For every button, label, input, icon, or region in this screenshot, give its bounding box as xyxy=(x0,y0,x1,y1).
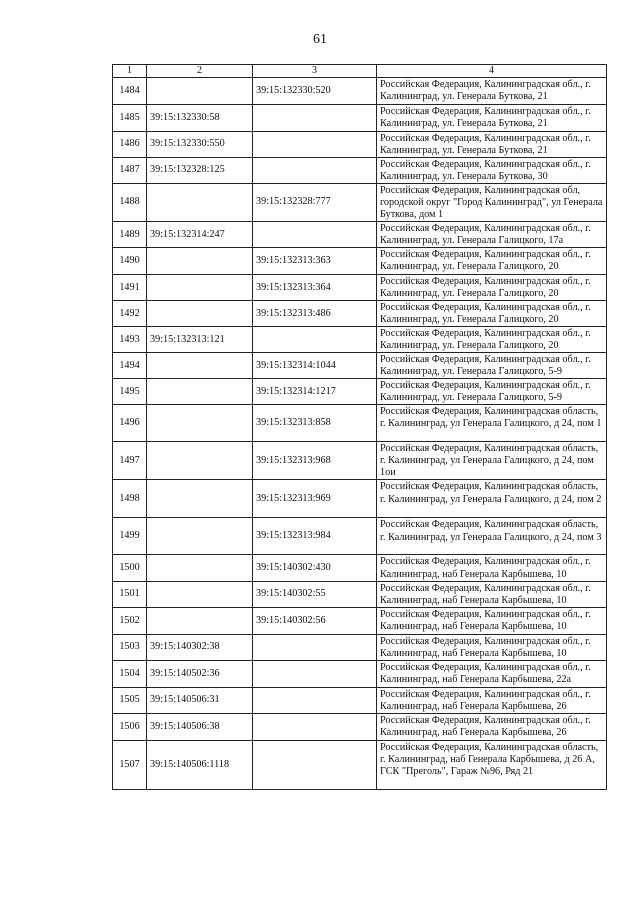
cadastral-number-col3 xyxy=(253,634,377,660)
table-row xyxy=(113,634,607,660)
address: Российская Федерация, Калининградская обл., г. Калининград, ул. Генерала Буткова, 21 xyxy=(377,77,607,104)
cadastral-number-col3 xyxy=(253,687,377,713)
registry-table xyxy=(112,64,607,790)
cadastral-number-col3: 39:15:132328:777 xyxy=(253,183,377,221)
address: Российская Федерация, Калининградская обл., г. Калининград, ул. Генерала Буткова, 30 xyxy=(377,157,607,183)
address: Российская Федерация, Калининградская обл., г. Калининград, ул. Генерала Галицкого, 20 xyxy=(377,275,607,301)
cadastral-number-col2 xyxy=(147,555,253,581)
cadastral-number-col3: 39:15:132314:1044 xyxy=(253,353,377,379)
row-number: 1504 xyxy=(113,660,147,687)
address: Российская Федерация, Калининградская обл., г. Калининград, наб Генерала Карбышева, 10 xyxy=(377,581,607,607)
table-header-row xyxy=(113,65,607,78)
cadastral-number-col3 xyxy=(253,713,377,740)
address: Российская Федерация, Калининградская обл., г. Калининград, ул. Генерала Галицкого, 20 xyxy=(377,248,607,275)
cadastral-number-col2 xyxy=(147,518,253,555)
cadastral-number-col2 xyxy=(147,379,253,405)
row-number: 1491 xyxy=(113,275,147,301)
cadastral-number-col3 xyxy=(253,157,377,183)
address: Российская Федерация, Калининградская обл., г. Калининград, ул. Генерала Буткова, 21 xyxy=(377,104,607,131)
cadastral-number-col2 xyxy=(147,248,253,275)
cadastral-number-col3: 39:15:140302:56 xyxy=(253,607,377,634)
page-number: 61 xyxy=(313,32,327,47)
address: Российская Федерация, Калининградская обл., г. Калининград, ул. Генерала Галицкого, 20 xyxy=(377,301,607,327)
row-number: 1487 xyxy=(113,157,147,183)
cadastral-number-col2 xyxy=(147,183,253,221)
row-number: 1492 xyxy=(113,301,147,327)
row-number: 1494 xyxy=(113,353,147,379)
table-row xyxy=(113,607,607,634)
cadastral-number-col2: 39:15:132328:125 xyxy=(147,157,253,183)
table-row xyxy=(113,581,607,607)
cadastral-number-col3: 39:15:140302:430 xyxy=(253,555,377,581)
cadastral-number-col3 xyxy=(253,131,377,157)
cadastral-number-col2: 39:15:132330:58 xyxy=(147,104,253,131)
address: Российская Федерация, Калининградская обл., г. Калининград, наб Генерала Карбышева, 10 xyxy=(377,634,607,660)
cadastral-number-col2: 39:15:132330:550 xyxy=(147,131,253,157)
table-row xyxy=(113,353,607,379)
address: Российская Федерация, Калининградская обл, городской округ "Город Калининград", ул Генерала Буткова, дом 1 xyxy=(377,183,607,221)
table-row xyxy=(113,222,607,248)
cadastral-number-col2: 39:15:140502:36 xyxy=(147,660,253,687)
column-header-1: 1 xyxy=(113,65,147,78)
address: Российская Федерация, Калининградская область, г. Калининград, ул Генерала Галицкого, д 24, пом 1ои xyxy=(377,442,607,480)
row-number: 1501 xyxy=(113,581,147,607)
address: Российская Федерация, Калининградская область, г. Калининград, ул Генерала Галицкого, д 24, пом 2 xyxy=(377,480,607,518)
cadastral-number-col2: 39:15:140506:38 xyxy=(147,713,253,740)
row-number: 1506 xyxy=(113,713,147,740)
table-row xyxy=(113,480,607,518)
row-number: 1503 xyxy=(113,634,147,660)
cadastral-number-col3 xyxy=(253,660,377,687)
cadastral-number-col3 xyxy=(253,104,377,131)
table-row xyxy=(113,660,607,687)
row-number: 1499 xyxy=(113,518,147,555)
table-row xyxy=(113,405,607,442)
address: Российская Федерация, Калининградская обл., г. Калининград, ул. Генерала Галицкого, 5-9 xyxy=(377,353,607,379)
address: Российская Федерация, Калининградская обл., г. Калининград, ул. Генерала Галицкого, 20 xyxy=(377,327,607,353)
row-number: 1490 xyxy=(113,248,147,275)
address: Российская Федерация, Калининградская область, г. Калининград, ул Генерала Галицкого, д 24, пом 1 xyxy=(377,405,607,442)
cadastral-number-col3 xyxy=(253,222,377,248)
column-header-2: 2 xyxy=(147,65,253,78)
cadastral-number-col2: 39:15:132313:121 xyxy=(147,327,253,353)
cadastral-number-col3: 39:15:132330:520 xyxy=(253,77,377,104)
address: Российская Федерация, Калининградская обл., г. Калининград, наб Генерала Карбышева, 10 xyxy=(377,607,607,634)
table-row xyxy=(113,555,607,581)
address: Российская Федерация, Калининградская обл., г. Калининград, наб Генерала Карбышева, 26 xyxy=(377,713,607,740)
row-number: 1489 xyxy=(113,222,147,248)
table-row xyxy=(113,713,607,740)
table-row xyxy=(113,77,607,104)
table-row xyxy=(113,248,607,275)
row-number: 1486 xyxy=(113,131,147,157)
row-number: 1493 xyxy=(113,327,147,353)
row-number: 1500 xyxy=(113,555,147,581)
address: Российская Федерация, Калининградская обл., г. Калининград, ул. Генерала Галицкого, 17а xyxy=(377,222,607,248)
row-number: 1505 xyxy=(113,687,147,713)
address: Российская Федерация, Калининградская обл., г. Калининград, наб Генерала Карбышева, 26 xyxy=(377,687,607,713)
cadastral-number-col3: 39:15:132313:363 xyxy=(253,248,377,275)
table-row xyxy=(113,442,607,480)
cadastral-number-col3: 39:15:132313:486 xyxy=(253,301,377,327)
address: Российская Федерация, Калининградская обл., г. Калининград, наб Генерала Карбышева, 22а xyxy=(377,660,607,687)
table-row xyxy=(113,275,607,301)
table-row xyxy=(113,379,607,405)
table-row xyxy=(113,687,607,713)
row-number: 1498 xyxy=(113,480,147,518)
cadastral-number-col3: 39:15:132314:1217 xyxy=(253,379,377,405)
row-number: 1496 xyxy=(113,405,147,442)
address: Российская Федерация, Калининградская область, г. Калининград, ул Генерала Галицкого, д 24, пом 3 xyxy=(377,518,607,555)
address: Российская Федерация, Калининградская обл., г. Калининград, наб Генерала Карбышева, 10 xyxy=(377,555,607,581)
cadastral-number-col2 xyxy=(147,442,253,480)
table-row xyxy=(113,104,607,131)
table-body xyxy=(113,77,607,789)
row-number: 1495 xyxy=(113,379,147,405)
column-header-4: 4 xyxy=(377,65,607,78)
row-number: 1502 xyxy=(113,607,147,634)
cadastral-number-col2: 39:15:132314:247 xyxy=(147,222,253,248)
table-row xyxy=(113,740,607,789)
cadastral-number-col3 xyxy=(253,327,377,353)
cadastral-number-col3 xyxy=(253,740,377,789)
cadastral-number-col2 xyxy=(147,607,253,634)
row-number: 1485 xyxy=(113,104,147,131)
address: Российская Федерация, Калининградская область, г. Калининград, наб Генерала Карбышева, д 26 А, ГСК "Преголь", Гараж №96, Ряд 21 xyxy=(377,740,607,789)
cadastral-number-col3: 39:15:140302:55 xyxy=(253,581,377,607)
column-header-3: 3 xyxy=(253,65,377,78)
row-number: 1488 xyxy=(113,183,147,221)
cadastral-number-col2: 39:15:140506:31 xyxy=(147,687,253,713)
cadastral-number-col2 xyxy=(147,301,253,327)
cadastral-number-col2 xyxy=(147,275,253,301)
cadastral-number-col2 xyxy=(147,480,253,518)
cadastral-number-col2 xyxy=(147,581,253,607)
table-row xyxy=(113,301,607,327)
cadastral-number-col3: 39:15:132313:968 xyxy=(253,442,377,480)
address: Российская Федерация, Калининградская обл., г. Калининград, ул. Генерала Буткова, 21 xyxy=(377,131,607,157)
row-number: 1507 xyxy=(113,740,147,789)
cadastral-number-col2 xyxy=(147,77,253,104)
cadastral-number-col2 xyxy=(147,405,253,442)
table-row xyxy=(113,183,607,221)
cadastral-number-col3: 39:15:132313:364 xyxy=(253,275,377,301)
cadastral-number-col2 xyxy=(147,353,253,379)
table-row xyxy=(113,131,607,157)
cadastral-number-col2: 39:15:140506:1118 xyxy=(147,740,253,789)
cadastral-number-col2: 39:15:140302:38 xyxy=(147,634,253,660)
table-row xyxy=(113,518,607,555)
cadastral-number-col3: 39:15:132313:969 xyxy=(253,480,377,518)
table-row xyxy=(113,157,607,183)
row-number: 1497 xyxy=(113,442,147,480)
cadastral-number-col3: 39:15:132313:984 xyxy=(253,518,377,555)
cadastral-number-col3: 39:15:132313:858 xyxy=(253,405,377,442)
row-number: 1484 xyxy=(113,77,147,104)
table-row xyxy=(113,327,607,353)
address: Российская Федерация, Калининградская обл., г. Калининград, ул. Генерала Галицкого, 5-9 xyxy=(377,379,607,405)
